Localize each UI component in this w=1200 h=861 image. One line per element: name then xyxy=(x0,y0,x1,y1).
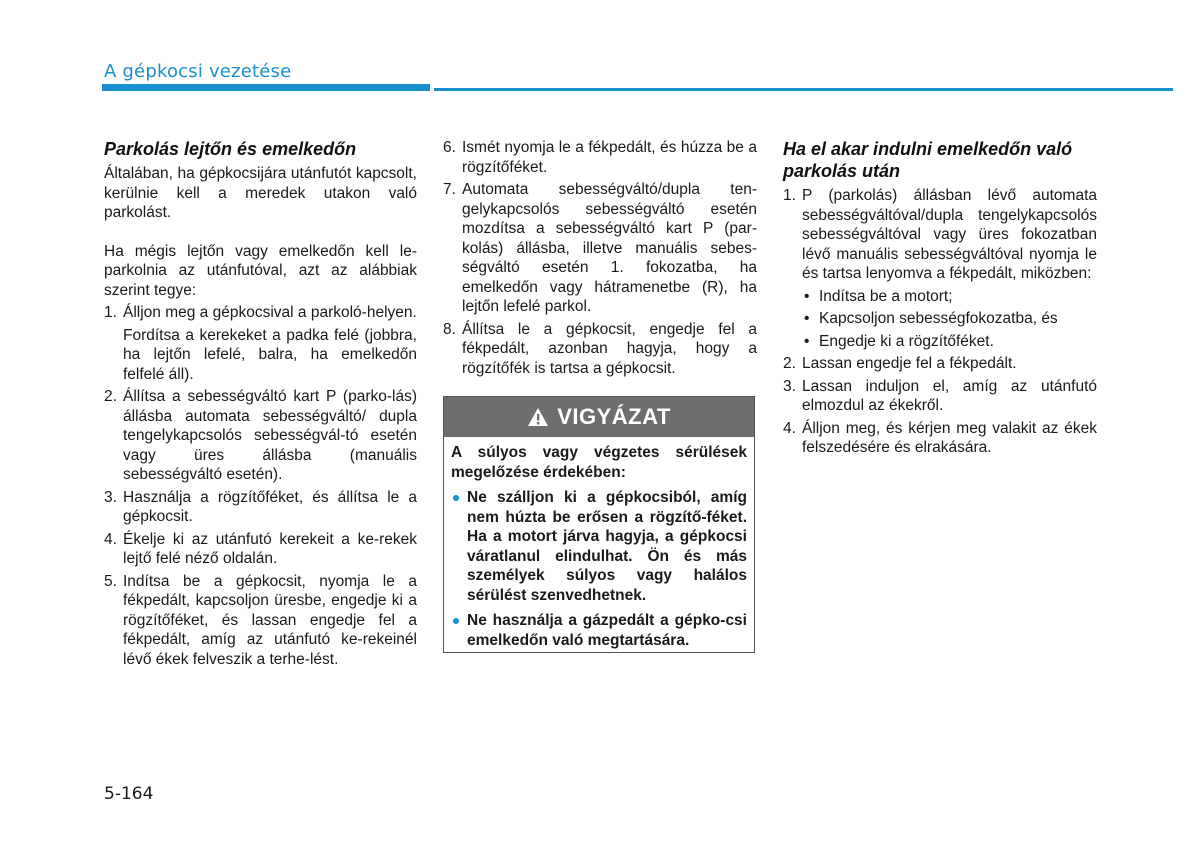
column-middle xyxy=(443,138,757,378)
step-item xyxy=(783,419,1097,458)
step-number: 3. xyxy=(104,488,117,506)
step-number: 1. xyxy=(104,304,117,321)
caution-intro: A súlyos vagy végzetes sérülések megelőzése érdekében: xyxy=(451,444,747,481)
step-number: 7. xyxy=(443,181,456,198)
caution-item: Ne szálljon ki a gépkocsiból, amíg nem húzta be erősen a rögzítő-féket. Ha a motort járva hagyja, a gépkocsi váratlanul elindulhat. Ön és más személyek súlyos vagy halálos sérülést szenvedhetnek. xyxy=(451,488,747,605)
step-number: 2. xyxy=(104,388,117,405)
step-item xyxy=(104,387,417,485)
step-number: 4. xyxy=(783,419,796,437)
step-text: Használja a rögzítőféket, és állítsa le a gépkocsit. xyxy=(123,488,417,525)
step-item xyxy=(783,377,1097,416)
step-text: Állítsa le a gépkocsit, engedje fel a fékpedált, azonban hagyja, hogy a rögzítőfék is tartsa a gépkocsit. xyxy=(462,320,757,377)
caution-body xyxy=(444,437,754,650)
step-number: 4. xyxy=(104,530,117,548)
step-item xyxy=(104,530,417,569)
step-number: 2. xyxy=(783,355,796,372)
page-number: 5-164 xyxy=(104,784,154,804)
bullet-item: • Indítsa be a motort; xyxy=(802,287,1097,307)
sub-bullet-list xyxy=(802,287,1097,352)
step-text: Ismét nyomja le a fékpedált, és húzza be a rögzítőféket. xyxy=(462,139,757,176)
column-right xyxy=(783,138,1097,458)
step-text: Állítsa a sebességváltó kart P (parko-lás) állásba automata sebességváltó/ dupla tengelykapcsolós sebességvál-tó esetén vagy üres állásba (manuális sebességváltó esetén). xyxy=(123,388,417,483)
step-text: Ékelje ki az utánfutó kerekeit a ke-rekek lejtő felé néző oldalán. xyxy=(123,530,417,567)
caution-item: Ne használja a gázpedált a gépko-csi emelkedőn való megtartására. xyxy=(451,611,747,650)
caution-header xyxy=(444,397,754,437)
column-left xyxy=(104,138,417,669)
bullet-item: • Engedje ki a rögzítőféket. xyxy=(802,332,1097,352)
warning-triangle-icon xyxy=(527,407,549,427)
step-item xyxy=(443,138,757,177)
step-text: P (parkolás) állásban lévő automata sebességváltóval/dupla tengelykapcsolós sebességváltóval vagy üres fokozatban lévő manuális sebességváltóval nyomja le és tartsa lenyomva a fékpedált, miközben: xyxy=(802,187,1097,282)
section-heading-parking-slope: Parkolás lejtőn és emelkedőn xyxy=(104,139,357,159)
step-text: Álljon meg, és kérjen meg valakit az ékek felszedésére és elrakására. xyxy=(802,419,1097,456)
intro-paragraph: Általában, ha gépkocsijára utánfutót kapcsolt, kerülnie kell a meredek utakon való parkolást. xyxy=(104,165,417,221)
step-subtext: Fordítsa a kerekeket a padka felé (jobbra, ha lejtőn lefelé, balra, ha emelkedőn felfelé áll). xyxy=(123,326,417,383)
step-item xyxy=(104,303,417,384)
step-number: 5. xyxy=(104,572,117,590)
step-item xyxy=(783,354,1097,374)
bullet-item: • Kapcsoljon sebességfokozatba, és xyxy=(802,309,1097,329)
step-text: Indítsa be a gépkocsit, nyomja le a fékpedált, kapcsoljon üresbe, engedje ki a rögzítőféket, és lassan engedje fel a fékpedált, amíg az utánfutó ke-rekeinél lévő ékek felveszik a terhe-lést. xyxy=(123,572,417,668)
step-number: 1. xyxy=(783,187,796,204)
parking-steps-list-continued xyxy=(443,138,757,378)
parking-steps-list xyxy=(104,303,417,669)
caution-title: VIGYÁZAT xyxy=(557,404,671,429)
step-item xyxy=(104,488,417,527)
step-text: Lassan induljon el, amíg az utánfutó elmozdul az ékekről. xyxy=(802,377,1097,414)
step-item xyxy=(104,572,417,670)
step-number: 3. xyxy=(783,377,796,395)
caution-list xyxy=(451,488,747,650)
chapter-title: A gépkocsi vezetése xyxy=(104,61,292,82)
step-text: Lassan engedje fel a fékpedált. xyxy=(802,355,1017,372)
intro-paragraph-2: Ha mégis lejtőn vagy emelkedőn kell le-parkolnia az utánfutóval, azt az alábbiak szerint tegye: xyxy=(104,242,417,299)
step-text: Automata sebességváltó/dupla ten-gelykapcsolós sebességváltó esetén mozdítsa a sebességváltó kart P (par-kolás) állásba, illetve manuális sebes-ségváltó esetén 1. fokozatba, ha emelkedőn vagy hátramenetbe (R), ha lejtőn lefelé parkol. xyxy=(462,181,757,315)
caution-box xyxy=(443,396,755,653)
step-number: 6. xyxy=(443,139,456,156)
step-number: 8. xyxy=(443,320,456,338)
step-item xyxy=(443,320,757,379)
step-item xyxy=(443,180,757,317)
step-text: Álljon meg a gépkocsival a parkoló-helyen. xyxy=(123,304,417,321)
step-item xyxy=(783,186,1097,351)
start-steps-list xyxy=(783,186,1097,458)
section-heading-start-uphill: Ha el akar indulni emelkedőn való parkolás után xyxy=(783,139,1073,181)
header-rule-thin xyxy=(434,88,1173,91)
header-rule-thick xyxy=(102,84,430,91)
